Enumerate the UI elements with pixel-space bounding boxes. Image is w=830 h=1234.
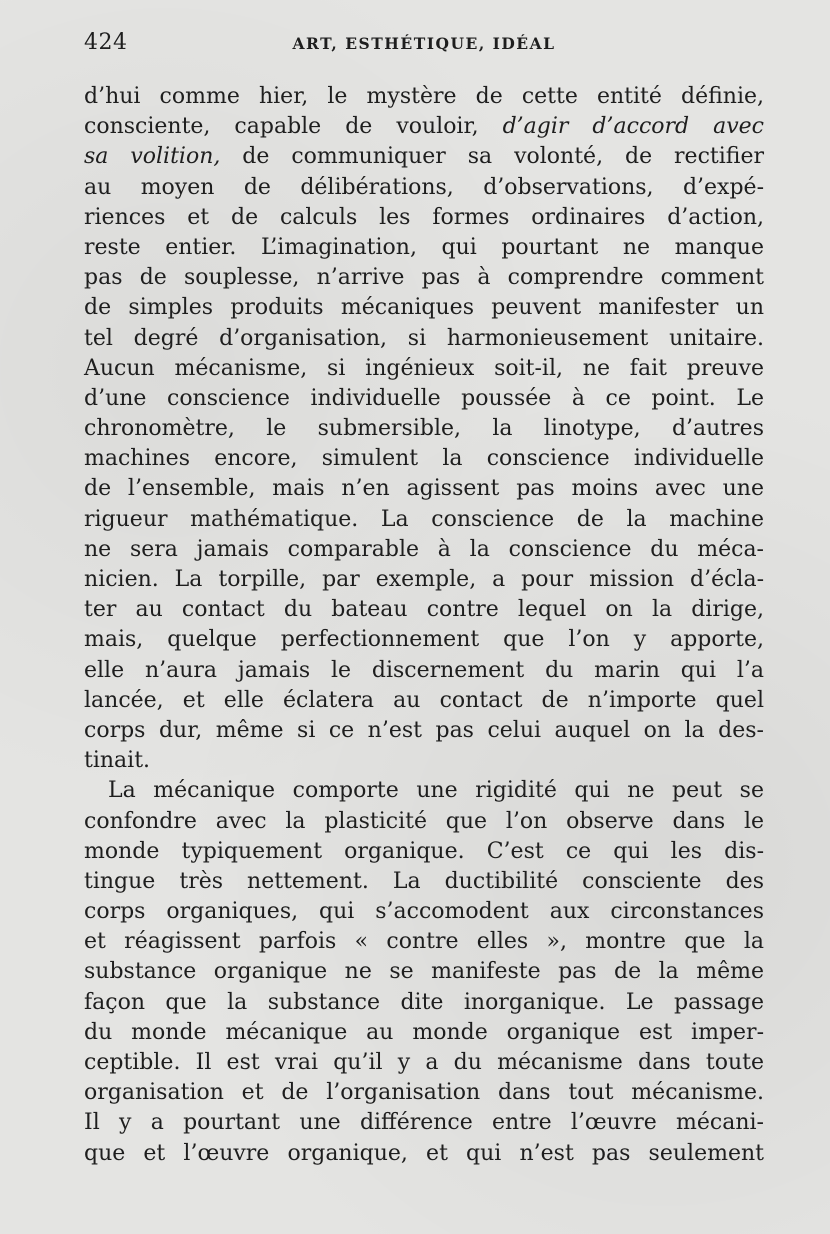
text-line: et réagissent parfois « contre elles », montre que la (84, 929, 764, 955)
text-line: lancée, et elle éclatera au contact de n’importe quel (84, 687, 764, 713)
text-line: ter au contact du bateau contre lequel on la dirige, (84, 597, 764, 623)
text-line: consciente, capable de vouloir, d’agir d’accord avec (84, 114, 764, 140)
text-line: confondre avec la plasticité que l’on observe dans le (84, 808, 764, 834)
text-line: mais, quelque perfectionnement que l’on y apporte, (84, 627, 764, 653)
text-line: nicien. La torpille, par exemple, a pour mission d’écla- (84, 567, 764, 592)
text-line: reste entier. L’imagination, qui pourtant ne manque (84, 234, 764, 260)
running-title: ART, ESTHÉTIQUE, IDÉAL (292, 34, 556, 53)
body-text (84, 82, 764, 1169)
running-head (84, 30, 764, 60)
text-line: Il y a pourtant une différence entre l’œuvre mécani- (84, 1110, 764, 1136)
italic-phrase: d’agir d’accord avec (502, 114, 764, 140)
text-line: au moyen de délibérations, d’observations, d’expé- (84, 174, 764, 200)
text-line: corps organiques, qui s’accomodent aux circonstances (84, 899, 764, 925)
text-line: de simples produits mécaniques peuvent manifester un (84, 295, 764, 321)
text-line: substance organique ne se manifeste pas de la même (84, 959, 764, 985)
text-line: riences et de calculs les formes ordinaires d’action, (84, 204, 764, 230)
text-line: monde typiquement organique. C’est ce qui les dis- (84, 838, 764, 864)
text-line: organisation et de l’organisation dans tout mécanisme. (84, 1080, 764, 1106)
page-number: 424 (84, 30, 128, 55)
text-line: corps dur, même si ce n’est pas celui auquel on la des- (84, 717, 764, 743)
text-line: La mécanique comporte une rigidité qui ne peut se (108, 778, 764, 804)
text-line: rigueur mathématique. La conscience de la machine (84, 506, 764, 532)
text-line: tinait. (84, 748, 151, 774)
text-line: Aucun mécanisme, si ingénieux soit-il, ne fait preuve (84, 355, 764, 381)
text-line: de l’ensemble, mais n’en agissent pas moins avec une (84, 476, 764, 502)
text-line: d’hui comme hier, le mystère de cette entité définie, (84, 84, 764, 109)
text-line: façon que la substance dite inorganique. Le passage (84, 989, 764, 1015)
text-line: elle n’aura jamais le discernement du marin qui l’a (84, 657, 764, 683)
text-line: sa volition, de communiquer sa volonté, de rectifier (84, 144, 764, 170)
text-line: tingue très nettement. La ductibilité consciente des (84, 868, 764, 894)
text-line: ne sera jamais comparable à la conscience du méca- (84, 536, 764, 562)
text-line: chronomètre, le submersible, la linotype, d’autres (84, 416, 764, 442)
text-line: d’une conscience individuelle poussée à ce point. Le (84, 385, 764, 411)
italic-phrase: sa volition, (84, 144, 221, 170)
text-line: machines encore, simulent la conscience individuelle (84, 446, 764, 472)
text-line: tel degré d’organisation, si harmonieusement unitaire. (84, 325, 764, 351)
text-line: pas de souplesse, n’arrive pas à comprendre comment (84, 265, 764, 291)
text-line: que et l’œuvre organique, et qui n’est pas seulement (84, 1140, 764, 1166)
text-line: du monde mécanique au monde organique est imper- (84, 1019, 764, 1045)
text-line: ceptible. Il est vrai qu’il y a du mécanisme dans toute (84, 1050, 764, 1075)
